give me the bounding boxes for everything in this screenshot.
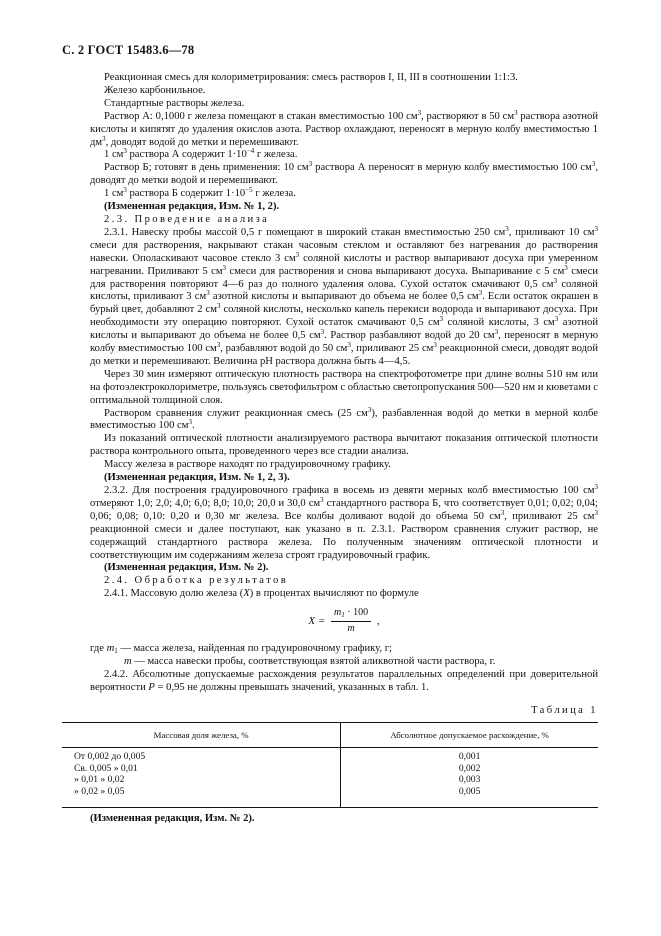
table-caption: Таблица 1 — [531, 704, 598, 716]
paragraph-reference-solution: Раствором сравнения служит реакционная смесь (25 $см^3$), разбавленная водой до метки в мерной колбе вместимостью 100 $см^3$. — [90, 405, 598, 432]
table-header-mass-fraction: Массовая доля железа, % — [62, 723, 341, 748]
revision-note-3: (Измененная редакция, Изм. № 2). — [104, 562, 269, 574]
table-cell: 0,003 — [458, 774, 481, 785]
table-row — [62, 763, 598, 775]
table-cell: 0,002 — [458, 762, 481, 774]
paragraph-measurement: Через 30 мин измеряют оптическую плотность раствора на спектрофотометре при длине волны 510 нм или на фотоэлектроколориметре, пользуясь светофильтром с областью светопропускания 500—520 нм и кюветами с оптимальной толщиной слоя. — [90, 368, 598, 406]
table-cell: Св. 0,005 » 0,01 — [62, 763, 341, 775]
paragraph-solution-a: Раствор А: 0,1000 г железа помещают в стакан вместимостью 100 $см^3$, растворяют в 50 $см^3$ раствора азотной кислоты и кипятят до удаления окислов азота. Раствор охлаждают, переносят в мерную колбу вместимостью 1 $дм^3$, доводят водой до метки и перемешивают. — [90, 108, 598, 148]
paragraph-solution-a-content: 1 $см^3$ раствора А содержит $1\cdot 10^{-4}$ г железа. — [104, 147, 298, 161]
table-cell: » 0,02 » 0,05 — [62, 786, 341, 808]
table-header-tolerance: Абсолютное допускаемое расхождение, % — [341, 723, 598, 748]
table-row — [62, 774, 598, 786]
formula-legend-m: m — масса навески пробы, соответствующая взятой аликвотной части раствора, г. — [124, 656, 496, 668]
table-row — [62, 786, 598, 808]
paragraph-solution-b-content: 1 $см^3$ раствора Б содержит $1\cdot 10^{-5}$ г железа. — [104, 186, 296, 200]
table-cell: От 0,002 до 0,005 — [62, 748, 341, 763]
revision-note-footer: (Измененная редакция, Изм. № 2). — [90, 813, 255, 824]
page-header: С. 2 ГОСТ 15483.6—78 — [62, 43, 195, 57]
paragraph-2-4-1: 2.4.1. Массовую долю железа (X) в процентах вычисляют по формуле — [104, 588, 419, 600]
paragraph-subtract-blank: Из показаний оптической плотности анализируемого раствора вычитают показания оптической плотности раствора контрольного опыта, проведенного через все стадии анализа. — [90, 433, 598, 458]
document-body — [90, 72, 598, 718]
table-header-row — [62, 723, 598, 748]
table-cell: 0,001 — [458, 751, 481, 762]
formula-fraction: $\frac{m_1 \cdot 100}{m}$ — [331, 607, 371, 636]
table-row — [62, 748, 598, 763]
formula-mass-fraction: X = $\frac{m_1 \cdot 100}{m}$ , — [308, 607, 380, 635]
paragraph-solution-b: Раствор Б; готовят в день применения: 10 $см^3$ раствора А переносят в мерную колбу вместимостью 100 $см^3$, доводят до метки водой и перемешивают. — [90, 160, 598, 187]
table-cell: » 0,01 » 0,02 — [62, 774, 341, 786]
formula-legend-m1: где $m_1$ — масса железа, найденная по градуировочному графику, г; — [90, 643, 393, 656]
paragraph-carbonyl-iron: Железо карбонильное. — [104, 84, 206, 96]
revision-note-1: (Измененная редакция, Изм. № 1, 2). — [104, 201, 280, 213]
section-heading-analysis: 2.3. Проведение анализа — [104, 213, 270, 225]
section-heading-processing: 2.4. Обработка результатов — [104, 575, 289, 587]
paragraph-standard-solutions: Стандартные растворы железа. — [104, 97, 245, 109]
tolerance-table — [62, 722, 598, 808]
paragraph-mass-from-graph: Массу железа в растворе находят по градуировочному графику. — [104, 459, 391, 471]
paragraph-2-3-1: 2.3.1. Навеску пробы массой 0,5 г помещают в широкий стакан вместимостью 250 $см^3$, приливают 10 $см^3$ смеси для растворения, накрывают стакан часовым стеклом и оставляют без нагревания до растворения навески. Ополаскивают часовое стекло 3 $см^3$ соляной кислоты и раствор выпаривают досуха при умеренном нагревании. Приливают 5 $см^3$ смеси для растворения и снова выпаривают досуха. Выпаривание с 5 $см^3$ смеси для растворения повторяют 4—6 раз до полного удаления олова. Сухой остаток смачивают 0,5 $см^3$ соляной кислоты, приливают 3 $см^3$ азотной кислоты и выпаривают до объема не более 0,5 $см^3$. Если остаток окрашен в бурый цвет, добавляют 2 $см^3$ соляной кислоты, несколько капель перекиси водорода и выпаривают досуха. При необходимости эту операцию повторяют. Сухой остаток смачивают 0,5 $см^3$ соляной кислоты, 3 $см^3$ азотной кислоты и выпаривают до объема не более 0,5 $см^3$. Раствор разбавляют водой до 20 $см^3$, переносят в мерную колбу вместимостью 100 $см^3$, разбавляют водой до 50 $см^3$, приливают 25 $см^3$ реакционной смеси, доводят водой до метки и перемешивают. Величина pH раствора должна быть 4—4,5. — [90, 224, 599, 367]
paragraph-reaction-mixture: Реакционная смесь для колориметрирования: смесь растворов I, II, III в соотношении 1:1:3. — [104, 72, 518, 83]
table-cell: 0,005 — [341, 786, 598, 808]
paragraph-2-3-2: 2.3.2. Для построения градуировочного графика в восемь из девяти мерных колб вместимостью 100 $см^3$ отмеряют 1,0; 2,0; 4,0; 6,0; 8,0; 10,0; 20,0 и 30,0 $см^3$ стандартного раствора Б, что соответствует 0,01; 0,02; 0,04; 0,06; 0,08; 0,10: 0,20 и 0,30 мг железа. Все колбы доливают водой до объема 50 $см^3$, приливают 25 $см^3$ реакционной смеси и далее поступают, как указано в п. 2.3.1. Раствором сравнения служит раствор, не содержащий стандартного раствора железа. По полученным значениям оптической плотности и соответствующим им содержаниям железа строят градуировочный график. — [90, 483, 598, 561]
revision-note-2: (Измененная редакция, Изм. № 1, 2, 3). — [104, 472, 290, 484]
paragraph-2-4-2: 2.4.2. Абсолютные допускаемые расхождения результатов параллельных определений при доверительной вероятности P = 0,95 не должны превышать значений, указанных в табл. 1. — [90, 668, 598, 693]
